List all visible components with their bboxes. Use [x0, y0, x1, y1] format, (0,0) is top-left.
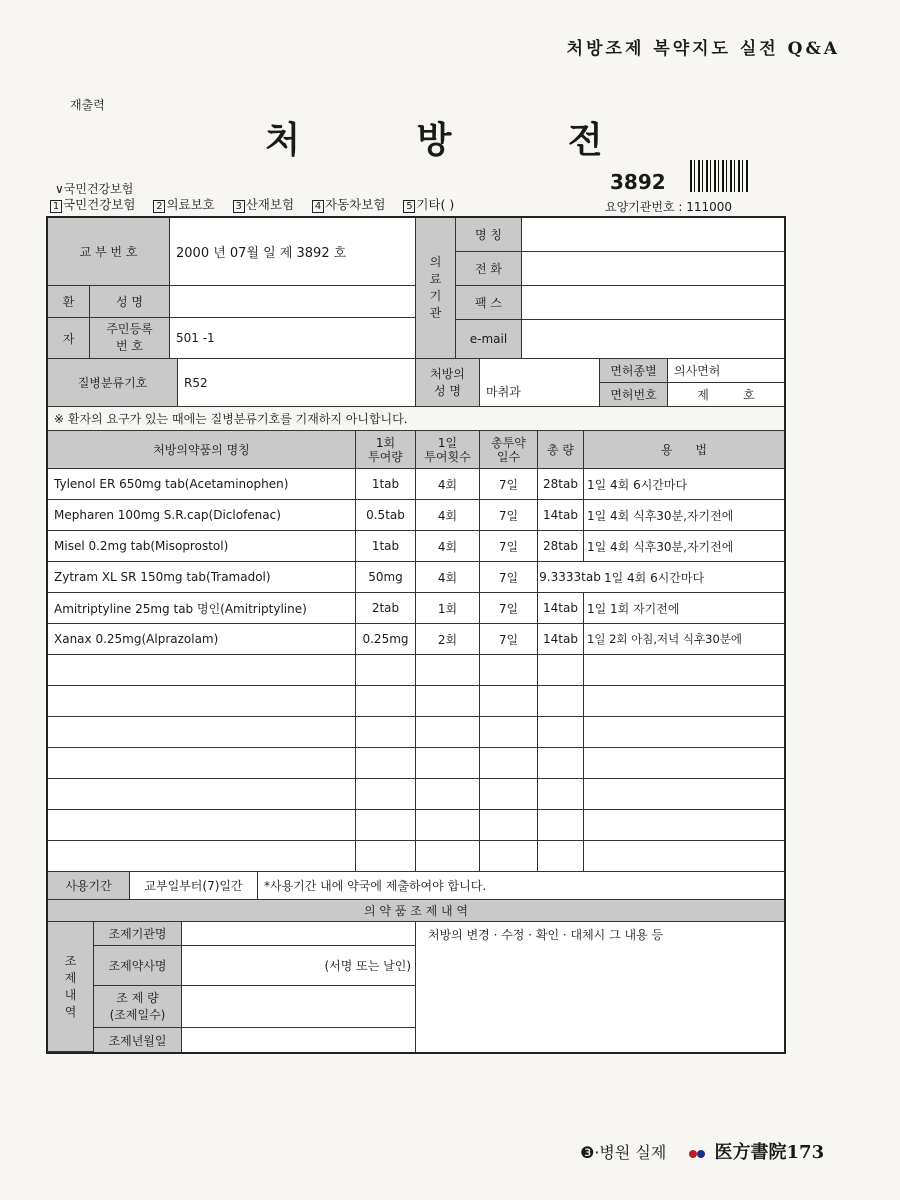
change-note-area[interactable] [416, 922, 784, 1052]
dispensing-institution-label: 조제기관명 [94, 922, 182, 946]
med-days[interactable]: 7일 [480, 500, 538, 531]
med-freq[interactable]: 4회 [416, 562, 480, 593]
page-number: 173 [786, 1142, 825, 1163]
med-name[interactable]: Xanax 0.25mg(Alprazolam) [48, 624, 356, 655]
empty-cell[interactable] [416, 810, 480, 841]
empty-cell[interactable] [356, 655, 416, 686]
empty-cell[interactable] [416, 655, 480, 686]
empty-cell[interactable] [356, 717, 416, 748]
med-total[interactable]: 14tab [538, 500, 584, 531]
institution-fax-value[interactable] [522, 286, 784, 320]
institution-fax-label: 팩 스 [456, 286, 522, 320]
insurance-option[interactable]: 2 의료보호 [153, 197, 214, 212]
empty-cell[interactable] [584, 717, 784, 748]
insurance-option[interactable]: 4 자동차보험 [312, 197, 385, 212]
insurance-options [50, 195, 468, 213]
disease-code-label: 질병분류기호 [48, 359, 178, 407]
med-dose[interactable]: 1tab [356, 531, 416, 562]
empty-cell[interactable] [538, 655, 584, 686]
dispensing-date-value[interactable] [182, 1028, 416, 1052]
empty-cell[interactable] [538, 748, 584, 779]
empty-cell[interactable] [356, 686, 416, 717]
med-header-name: 처방의약품의 명칭 [48, 431, 356, 469]
patient-label: 자 [48, 318, 90, 359]
med-name[interactable]: Amitriptyline 25mg tab 명인(Amitriptyline) [48, 593, 356, 624]
institution-code: 요양기관번호 : 111000 [605, 200, 733, 214]
empty-cell[interactable] [416, 686, 480, 717]
med-days[interactable]: 7일 [480, 562, 538, 593]
med-total[interactable]: 14tab [538, 593, 584, 624]
med-total[interactable]: 9.3333tab [538, 562, 602, 593]
name-value[interactable] [170, 286, 416, 318]
prescription-form [46, 216, 786, 1054]
barcode-icon [690, 160, 750, 192]
med-dose[interactable]: 0.25mg [356, 624, 416, 655]
publisher-name: 医方書院 [714, 1142, 787, 1163]
empty-cell[interactable] [584, 779, 784, 810]
med-dose[interactable]: 0.5tab [356, 500, 416, 531]
med-freq[interactable]: 4회 [416, 531, 480, 562]
empty-cell[interactable] [584, 748, 784, 779]
med-header-days: 총투약 일수 [480, 431, 538, 469]
dispensing-pharmacist-label: 조제약사명 [94, 946, 182, 986]
med-usage[interactable]: 1일 4회 식후30분,자기전에 [584, 531, 784, 562]
dispensing-date-label: 조제년월일 [94, 1028, 182, 1052]
med-dose[interactable]: 50mg [356, 562, 416, 593]
med-usage[interactable]: 1일 4회 6시간마다 [584, 469, 784, 500]
empty-cell[interactable] [356, 810, 416, 841]
institution-email-label: e-mail [456, 320, 522, 359]
empty-cell[interactable] [48, 779, 356, 810]
med-days[interactable]: 7일 [480, 624, 538, 655]
empty-cell[interactable] [480, 810, 538, 841]
dispensing-amount-label: 조 제 량 (조제일수) [94, 986, 182, 1028]
dispensing-amount-value[interactable] [182, 986, 416, 1028]
empty-cell[interactable] [356, 841, 416, 872]
empty-cell[interactable] [584, 655, 784, 686]
institution-phone-value[interactable] [522, 252, 784, 286]
empty-cell[interactable] [48, 841, 356, 872]
insurance-option[interactable]: 3 산재보험 [233, 197, 294, 212]
name-label: 성 명 [90, 286, 170, 318]
patient-label: 환 [48, 286, 90, 318]
empty-cell[interactable] [538, 779, 584, 810]
institution-phone-label: 전 화 [456, 252, 522, 286]
med-days[interactable]: 7일 [480, 593, 538, 624]
med-days[interactable]: 7일 [480, 531, 538, 562]
med-usage[interactable]: 1일 1회 자기전에 [584, 593, 784, 624]
page-footer [580, 1138, 824, 1164]
empty-cell[interactable] [584, 686, 784, 717]
empty-cell[interactable] [538, 810, 584, 841]
insurance-option[interactable]: 1 국민건강보험 [50, 197, 135, 212]
logo-dot-icon [697, 1150, 705, 1158]
empty-cell[interactable] [480, 748, 538, 779]
empty-cell[interactable] [584, 810, 784, 841]
med-dose[interactable]: 2tab [356, 593, 416, 624]
empty-cell[interactable] [356, 748, 416, 779]
prescriber-label: 처방의 성 명 [416, 359, 480, 407]
disease-code-value[interactable]: R52 [178, 359, 416, 407]
id-label: 주민등록 번 호 [90, 318, 170, 359]
page-header: 처방조제 복약지도 실전 Q&A [566, 39, 840, 59]
dispensing-institution-value[interactable] [182, 922, 416, 946]
license-number-value[interactable]: 제 호 [668, 383, 784, 407]
license-type-label: 면허종별 [600, 359, 668, 383]
rx-number: 3892 [610, 170, 666, 194]
empty-cell[interactable] [416, 748, 480, 779]
logo-dot-icon [689, 1150, 697, 1158]
med-dose[interactable]: 1tab [356, 469, 416, 500]
footer-section: ❸·병원 실제 [580, 1143, 667, 1162]
institution-email-value[interactable] [522, 320, 784, 359]
med-freq[interactable]: 1회 [416, 593, 480, 624]
med-header-dose: 1회 투여량 [356, 431, 416, 469]
license-type-value: 의사면허 [668, 359, 784, 383]
med-usage[interactable]: 1일 4회 식후30분,자기전에 [584, 500, 784, 531]
med-total[interactable]: 28tab [538, 531, 584, 562]
change-note: 처방의 변경 · 수정 · 확인 · 대체시 그 내용 등 [428, 928, 664, 942]
usage-period-label: 사용기간 [48, 872, 130, 900]
med-header-usage: 용 법 [584, 431, 784, 469]
empty-cell[interactable] [416, 841, 480, 872]
med-usage[interactable]: 1일 4회 6시간마다 [602, 562, 784, 593]
institution-label: 의 료 기 관 [416, 218, 456, 359]
med-name[interactable]: Tylenol ER 650mg tab(Acetaminophen) [48, 469, 356, 500]
empty-cell[interactable] [538, 841, 584, 872]
med-name[interactable]: Zytram XL SR 150mg tab(Tramadol) [48, 562, 356, 593]
empty-cell[interactable] [48, 748, 356, 779]
empty-cell[interactable] [48, 810, 356, 841]
empty-cell[interactable] [48, 717, 356, 748]
med-header-total: 총 량 [538, 431, 584, 469]
insurance-checked: ∨국민건강보험 [55, 182, 134, 196]
id-value[interactable]: 501 -1 [170, 318, 416, 359]
empty-cell[interactable] [48, 655, 356, 686]
license-number-label: 면허번호 [600, 383, 668, 407]
dispensing-side-label: 조 제 내 역 [48, 922, 94, 1052]
empty-cell[interactable] [538, 686, 584, 717]
med-freq[interactable]: 4회 [416, 500, 480, 531]
med-total[interactable]: 28tab [538, 469, 584, 500]
empty-cell[interactable] [480, 841, 538, 872]
empty-cell[interactable] [416, 779, 480, 810]
med-freq[interactable]: 4회 [416, 469, 480, 500]
med-total[interactable]: 14tab [538, 624, 584, 655]
med-freq[interactable]: 2회 [416, 624, 480, 655]
empty-cell[interactable] [538, 717, 584, 748]
med-name[interactable]: Misel 0.2mg tab(Misoprostol) [48, 531, 356, 562]
empty-cell[interactable] [416, 717, 480, 748]
empty-cell[interactable] [480, 717, 538, 748]
empty-cell[interactable] [356, 779, 416, 810]
usage-period-value[interactable]: 교부일부터(7)일간 [130, 872, 258, 900]
notice-text: ※ 환자의 요구가 있는 때에는 질병분류기호를 기재하지 아니합니다. [48, 407, 784, 431]
med-days[interactable]: 7일 [480, 469, 538, 500]
dispensing-section-title: 의 약 품 조 제 내 역 [48, 900, 784, 922]
issue-number-label: 교 부 번 호 [48, 218, 170, 286]
institution-name-value[interactable] [522, 218, 784, 252]
med-usage[interactable]: 1일 2회 아침,저녁 식후30분에 [584, 624, 784, 655]
empty-cell[interactable] [480, 655, 538, 686]
document-title: 처 방 전 [265, 119, 655, 161]
reissue-label: 재출력 [70, 98, 105, 112]
empty-cell[interactable] [480, 779, 538, 810]
empty-cell[interactable] [584, 841, 784, 872]
empty-cell[interactable] [48, 686, 356, 717]
empty-cell[interactable] [480, 686, 538, 717]
usage-period-note: *사용기간 내에 약국에 제출하여야 합니다. [258, 872, 784, 900]
issue-number-value[interactable]: 2000 년 07월 일 제 3892 호 [170, 218, 416, 286]
insurance-option[interactable]: 5 기타( ) [403, 197, 454, 212]
signature-note[interactable]: (서명 또는 날인) [182, 946, 416, 986]
med-name[interactable]: Mepharen 100mg S.R.cap(Diclofenac) [48, 500, 356, 531]
institution-name-label: 명 칭 [456, 218, 522, 252]
med-header-freq: 1일 투여횟수 [416, 431, 480, 469]
prescriber-value[interactable]: 마취과 [480, 359, 600, 407]
